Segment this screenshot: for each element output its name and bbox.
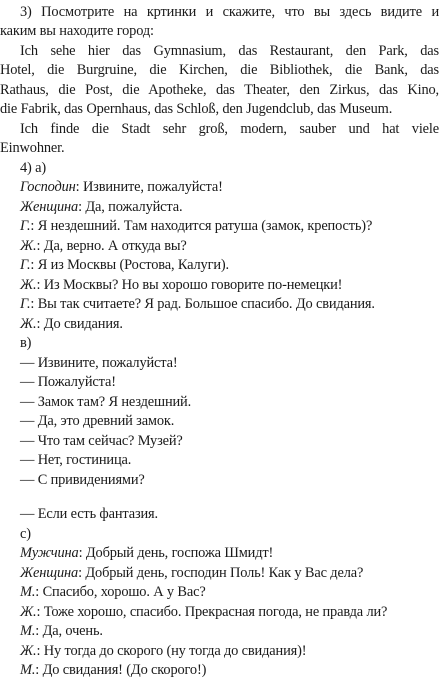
speaker: М. [20,584,36,600]
speaker: Женщина [20,565,79,581]
utterance: До свидания! (До скорого!) [42,662,207,678]
dash-line: — Пожалуйста! [20,374,116,390]
separator: : [75,179,83,195]
separator: : [36,277,44,293]
speaker: Ж. [20,238,37,254]
utterance: Тоже хорошо, спасибо. Прекрасная погода, не правда ли? [43,604,388,620]
speaker: Г. [20,257,31,273]
utterance: Вы так считаете? Я рад. Большое спасибо. До свидания. [37,296,375,312]
separator: : [78,545,86,561]
dash-line: — Да, это древний замок. [20,413,175,429]
separator: : [30,257,38,273]
section-4c-label: с) [20,526,31,542]
dialogue-line [20,564,439,583]
dialogue-line [20,295,439,314]
separator: : [78,565,86,581]
speaker: Мужчина [20,545,79,561]
dialogue-line [20,237,439,256]
task-3-line-2: каким вы находите город: [0,23,154,39]
dialogue-line [20,622,439,641]
separator: : [36,238,44,254]
separator: : [35,662,43,678]
utterance: Я нездешний. Там находится ратуша (замок, крепость)? [37,218,373,234]
dash-line: — Извините, пожалуйста! [20,355,178,371]
speaker: Ж. [20,316,37,332]
speaker: Ж. [20,604,37,620]
dialogue-line [20,256,439,275]
dash-line: — Нет, гостиница. [20,452,132,468]
separator: : [36,604,44,620]
speaker: Ж. [20,277,37,293]
utterance: Из Москвы? Но вы хорошо говорите по-немецки! [43,277,343,293]
utterance: Добрый день, господин Поль! Как у Вас дела? [85,565,364,581]
utterance: Ну тогда до скорого (ну тогда до свидания)! [43,643,307,659]
dialogue-line [20,544,439,563]
dash-line: — Если есть фантазия. [20,506,158,522]
dialogue-line [20,315,439,334]
speaker: Г. [20,296,31,312]
utterance: Добрый день, госпожа Шмидт! [85,545,274,561]
utterance: Да, очень. [42,623,103,639]
dialogue-line [20,642,439,661]
section-4a-label: 4) а) [20,160,47,176]
dash-line: — Замок там? Я нездешний. [20,394,192,410]
utterance: Я из Москвы (Ростова, Калуги). [37,257,229,273]
speaker: М. [20,623,36,639]
dash-line: — С привидениями? [20,472,145,488]
dialogue-line [20,276,439,295]
speaker: Г. [20,218,31,234]
speaker: Господин [20,179,76,195]
separator: : [36,643,44,659]
dash-line: — Что там сейчас? Музей? [20,433,183,449]
answer-line-6: Einwohner. [0,140,65,156]
utterance: Спасибо, хорошо. А у Вас? [42,584,206,600]
utterance: Да, верно. А откуда вы? [43,238,187,254]
dialogue-line [20,583,439,602]
speaker: Женщина [20,199,79,215]
answer-line-5: Ich finde die Stadt sehr groß, modern, sauber und hat viele [20,121,439,137]
speaker: Ж. [20,643,37,659]
separator: : [30,296,38,312]
dialogue-line [20,198,439,217]
dialogue-line [20,178,439,197]
separator: : [36,316,44,332]
answer-line-1: Ich sehe hier das Gymnasium, das Restaurant, den Park, das [20,43,439,59]
utterance: Да, пожалуйста. [85,199,183,215]
section-4b-label: в) [20,335,32,351]
separator: : [30,218,38,234]
speaker: М. [20,662,36,678]
separator: : [35,584,43,600]
answer-line-3: Rathaus, die Post, die Apotheke, das Theater, den Zirkus, das Kino, [0,82,439,98]
task-3-line-1: 3) Посмотрите на кртинки и скажите, что вы здесь видите и [20,4,439,20]
utterance: До свидания. [43,316,123,332]
dialogue-line [20,217,439,236]
dialogue-line [20,661,439,680]
separator: : [78,199,86,215]
utterance: Извините, пожалуйста! [82,179,223,195]
dialogue-line [20,603,439,622]
separator: : [35,623,43,639]
answer-line-4: die Fabrik, das Opernhaus, das Schloß, den Jugendclub, das Museum. [0,101,393,117]
answer-line-2: Hotel, die Burgruine, die Kirchen, die Bibliothek, die Bank, das [0,62,439,78]
